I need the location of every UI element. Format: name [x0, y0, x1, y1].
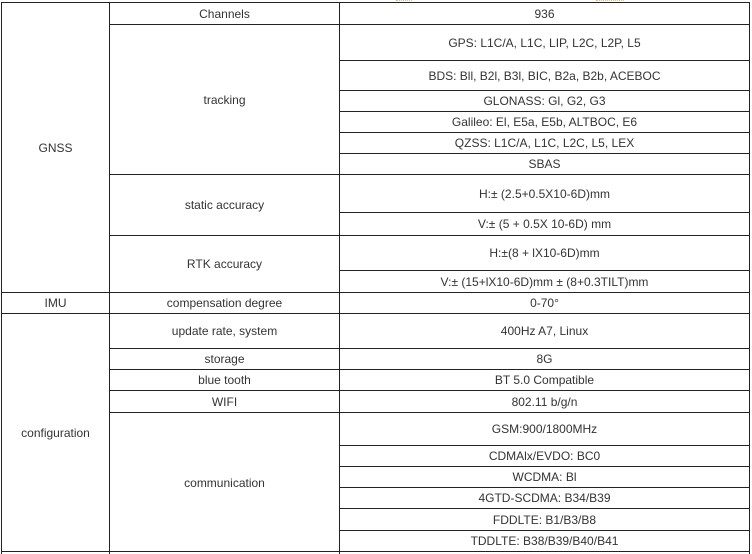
table-border: [339, 508, 750, 509]
table-border: [339, 487, 750, 488]
table-border: [109, 235, 750, 236]
value-wifi: 802.11 b/g/n: [511, 394, 578, 409]
value-communication-fddlte: FDDLTE: B1/B3/B8: [492, 512, 597, 527]
value-communication-tdscdma: 4GTD-SCDMA: B34/B39: [478, 491, 611, 505]
table-border: [1, 313, 750, 314]
category-gnss: GNSS: [38, 140, 73, 155]
category-imu: IMU: [44, 296, 67, 310]
table-border: [339, 530, 750, 531]
value-tracking-qzss: QZSS: L1C/A, L1C, L2C, L5, LEX: [454, 136, 635, 150]
table-border: [339, 445, 750, 446]
label-static-accuracy: static accuracy: [184, 198, 265, 212]
value-tracking-galileo: Galileo: El, E5a, E5b, ALTBOC, E6: [451, 115, 638, 129]
value-communication-tddlte: TDDLTE: B38/B39/B40/B41: [470, 534, 619, 548]
value-static-accuracy-v: V:± (5 + 0.5X 10-6D) mm: [477, 217, 612, 231]
label-tracking: tracking: [203, 92, 246, 107]
value-bluetooth: BT 5.0 Compatible: [494, 373, 595, 387]
table-border: [109, 174, 750, 175]
table-border: [339, 132, 750, 133]
table-border: [339, 2, 340, 554]
value-channels: 936: [534, 6, 555, 21]
value-tracking-sbas: SBAS: [528, 157, 561, 171]
table-border: [339, 90, 750, 91]
label-rtk-accuracy: RTK accuracy: [186, 257, 263, 271]
value-tracking-glonass: GLONASS: Gl, G2, G3: [483, 94, 606, 108]
value-static-accuracy-h: H:± (2.5+0.5X10-6D)mm: [479, 186, 610, 201]
table-border: [339, 111, 750, 112]
table-border: [109, 24, 750, 25]
table-border: [339, 270, 750, 271]
table-border: [1, 2, 2, 554]
value-communication-cdma: CDMAlx/EVDO: BC0: [488, 449, 601, 463]
value-tracking-bds: BDS: Bll, B2l, B3l, BIC, B2a, B2b, ACEBOC: [428, 68, 661, 83]
table-border: [109, 2, 110, 554]
value-storage: 8G: [536, 352, 553, 366]
table-border: [749, 2, 750, 554]
value-communication-wcdma: WCDMA: Bl: [512, 470, 577, 484]
category-configuration: configuration: [21, 426, 90, 440]
table-border: [1, 292, 750, 293]
table-border: [109, 369, 750, 370]
label-bluetooth: blue tooth: [198, 373, 251, 387]
table-border: [339, 60, 750, 61]
label-communication: communication: [184, 475, 265, 490]
table-border: [109, 412, 750, 413]
value-rtk-accuracy-h: H:±(8 + lX10-6D)mm: [489, 246, 600, 260]
value-update-rate: 400Hz A7, Linux: [500, 324, 589, 338]
table-border: [339, 212, 750, 213]
table-border: [1, 551, 750, 552]
value-rtk-accuracy-v: V:± (15+lX10-6D)mm ± (8+0.3TILT)mm: [440, 274, 649, 289]
label-compensation-degree: compensation degree: [166, 296, 283, 310]
table-border: [339, 153, 750, 154]
label-update-rate: update rate, system: [171, 324, 278, 338]
label-wifi: WIFI: [211, 394, 238, 409]
value-tracking-gps: GPS: L1C/A, L1C, LIP, L2C, L2P, L5: [448, 35, 641, 50]
label-channels: Channels: [199, 6, 250, 21]
label-storage: storage: [204, 352, 245, 366]
table-border: [109, 348, 750, 349]
value-compensation-degree: 0-70°: [530, 296, 559, 310]
value-communication-gsm: GSM:900/1800MHz: [491, 422, 598, 436]
table-border: [339, 466, 750, 467]
table-border: [1, 2, 750, 3]
table-border: [109, 390, 750, 391]
